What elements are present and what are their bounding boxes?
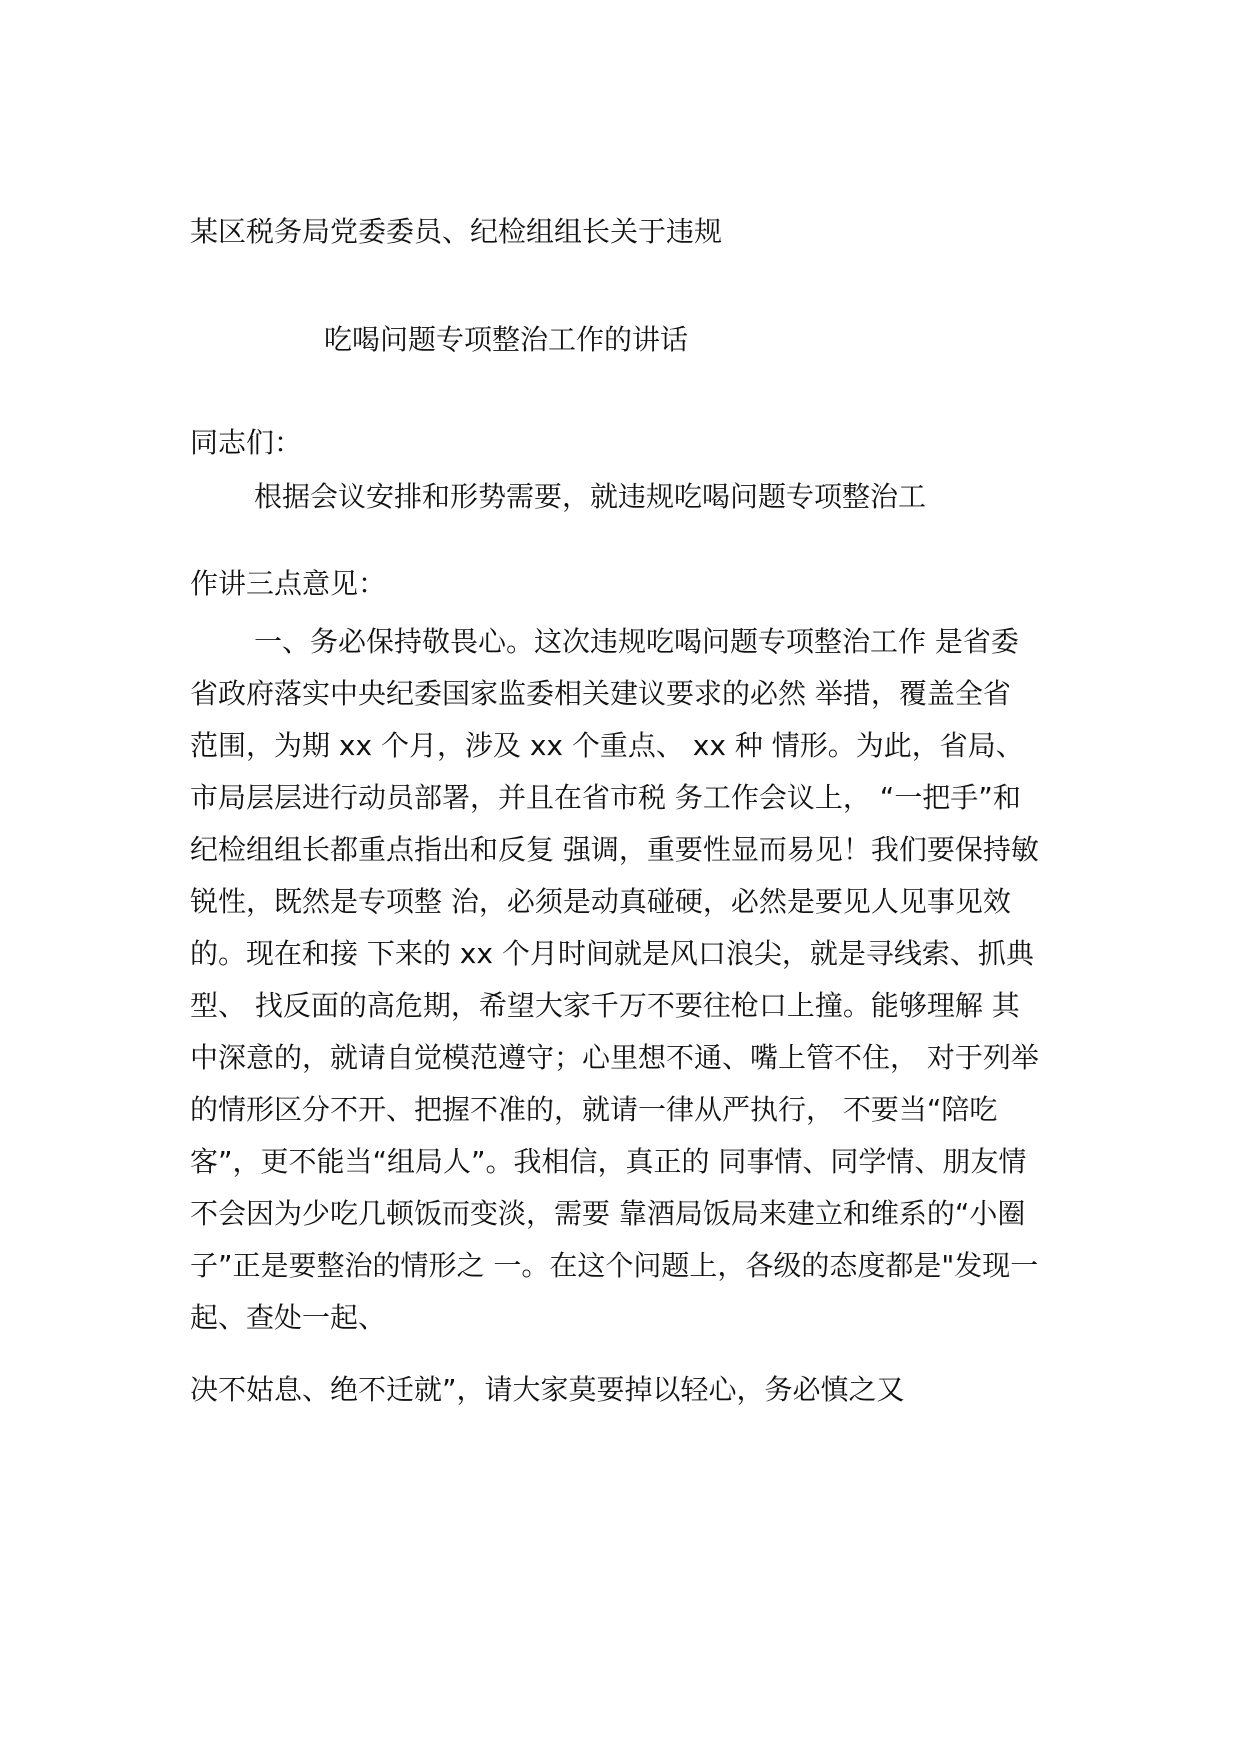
body-line: 市局层层进行动员部署，并且在省市税 务工作会议上， “一把手”和 xyxy=(190,781,1021,814)
body-line: 纪检组组长都重点指出和反复 强调，重要性显而易见！我们要保持敏 xyxy=(190,833,1039,866)
body-line: 锐性，既然是专项整 治，必须是动真碰硬，必然是要见人见事见效 xyxy=(190,885,1011,918)
body-line: 中深意的，就请自觉模范遵守；心里想不通、嘴上管不住， 对于列举 xyxy=(190,1041,1039,1074)
body-line: 客”，更不能当“组局人”。我相信，真正的 同事情、同学情、朋友情 xyxy=(190,1145,1027,1178)
body-line: 省政府落实中央纪委国家监委相关建议要求的必然 举措，覆盖全省 xyxy=(190,677,1011,710)
title-line-2: 吃喝问题专项整治工作的讲话 xyxy=(324,323,689,356)
body-line: 范围，为期 xx 个月，涉及 xx 个重点、 xx 种 情形。为此，省局、 xyxy=(190,729,1024,762)
body-line: 决不姑息、绝不迁就”，请大家莫要掉以轻心，务必慎之又 xyxy=(190,1373,905,1406)
body-line: 型、 找反面的高危期，希望大家千万不要往枪口上撞。能够理解 其 xyxy=(190,989,1020,1022)
body-line: 一、务必保持敬畏心。这次违规吃喝问题专项整治工作 是省委 xyxy=(254,625,1019,658)
body-line: 的情形区分不开、把握不准的，就请一律从严执行， 不要当“陪吃 xyxy=(190,1093,998,1126)
body-line: 起、查处一起、 xyxy=(190,1301,387,1334)
title-line-1: 某区税务局党委委员、纪检组组长关于违规 xyxy=(190,215,723,248)
intro-line-2: 作讲三点意见： xyxy=(190,567,387,600)
body-line: 不会因为少吃几顿饭而变淡，需要 靠酒局饭局来建立和维系的“小圈 xyxy=(190,1197,1026,1230)
body-line: 的。现在和接 下来的 xx 个月时间就是风口浪尖，就是寻线索、抓典 xyxy=(190,937,1034,970)
greeting: 同志们： xyxy=(190,426,303,459)
body-line: 子”正是要整治的情形之 一。在这个问题上，各级的态度都是"发现一 xyxy=(190,1249,1039,1282)
intro-line-1: 根据会议安排和形势需要，就违规吃喝问题专项整治工 xyxy=(254,480,927,513)
